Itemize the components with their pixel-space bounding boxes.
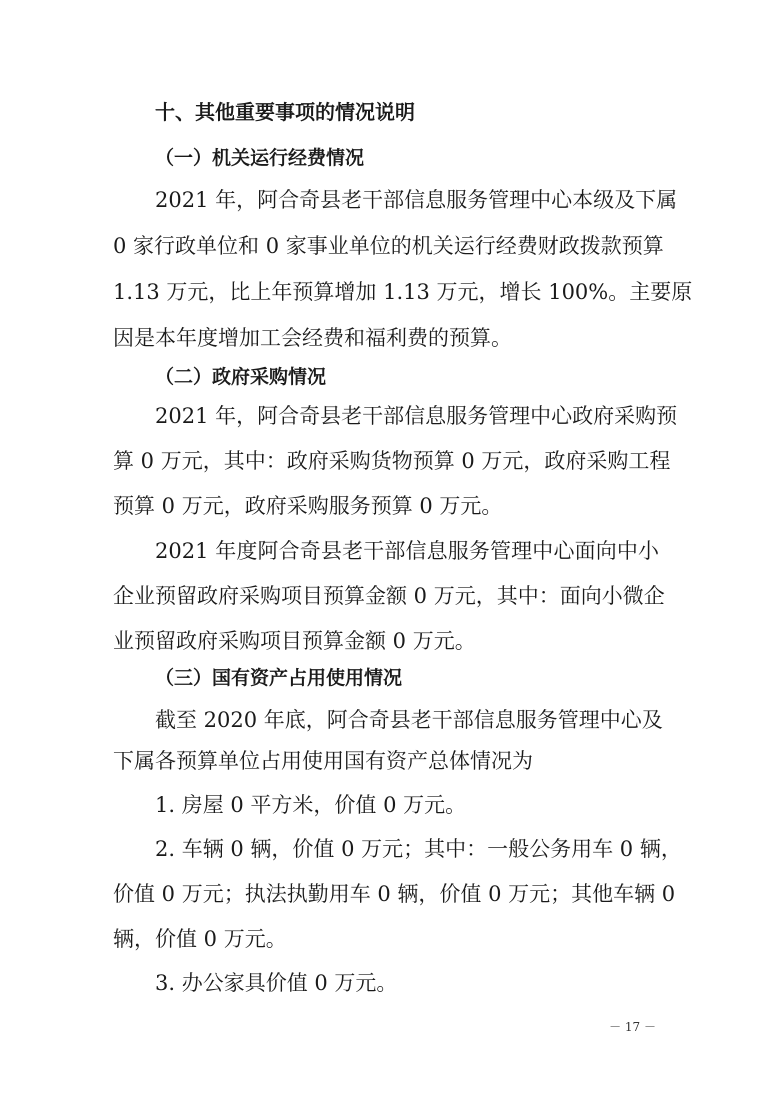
section-title-state-assets: （三）国有资产占用使用情况 [155, 667, 403, 689]
list-item-furniture: 3. 办公家具价值 0 万元。 [155, 971, 398, 995]
paragraph-line: 2021 年度阿合奇县老干部信息服务管理中心面向中小 [155, 539, 659, 563]
main-heading: 十、其他重要事项的情况说明 [155, 100, 415, 124]
section-title-operating-costs: （一）机关运行经费情况 [155, 147, 365, 169]
paragraph-line: 辆，价值 0 万元。 [113, 927, 287, 951]
paragraph-line: 业预留政府采购项目预算金额 0 万元。 [113, 629, 476, 653]
paragraph-line: 2021 年，阿合奇县老干部信息服务管理中心本级及下属 [155, 188, 678, 212]
paragraph-line: 企业预留政府采购项目预算金额 0 万元，其中：面向小微企 [113, 584, 665, 608]
list-item-vehicles: 2. 车辆 0 辆，价值 0 万元；其中：一般公务用车 0 辆， [155, 837, 682, 861]
paragraph-line: 0 家行政单位和 0 家事业单位的机关运行经费财政拨款预算 [113, 234, 664, 258]
paragraph-line: 下属各预算单位占用使用国有资产总体情况为 [113, 749, 533, 773]
section-title-procurement: （二）政府采购情况 [155, 366, 327, 388]
paragraph-line: 2021 年，阿合奇县老干部信息服务管理中心政府采购预 [155, 404, 678, 428]
paragraph-line: 预算 0 万元，政府采购服务预算 0 万元。 [113, 494, 503, 518]
paragraph-line: 截至 2020 年底，阿合奇县老干部信息服务管理中心及 [155, 708, 663, 732]
paragraph-line: 价值 0 万元；执法执勤用车 0 辆，价值 0 万元；其他车辆 0 [113, 882, 676, 906]
paragraph-line: 因是本年度增加工会经费和福利费的预算。 [113, 326, 512, 350]
paragraph-line: 1.13 万元，比上年预算增加 1.13 万元，增长 100%。主要原 [113, 280, 693, 304]
page-number: － 17 － [609, 1020, 656, 1034]
list-item-housing: 1. 房屋 0 平方米，价值 0 万元。 [155, 793, 467, 817]
paragraph-line: 算 0 万元，其中：政府采购货物预算 0 万元，政府采购工程 [113, 449, 671, 473]
